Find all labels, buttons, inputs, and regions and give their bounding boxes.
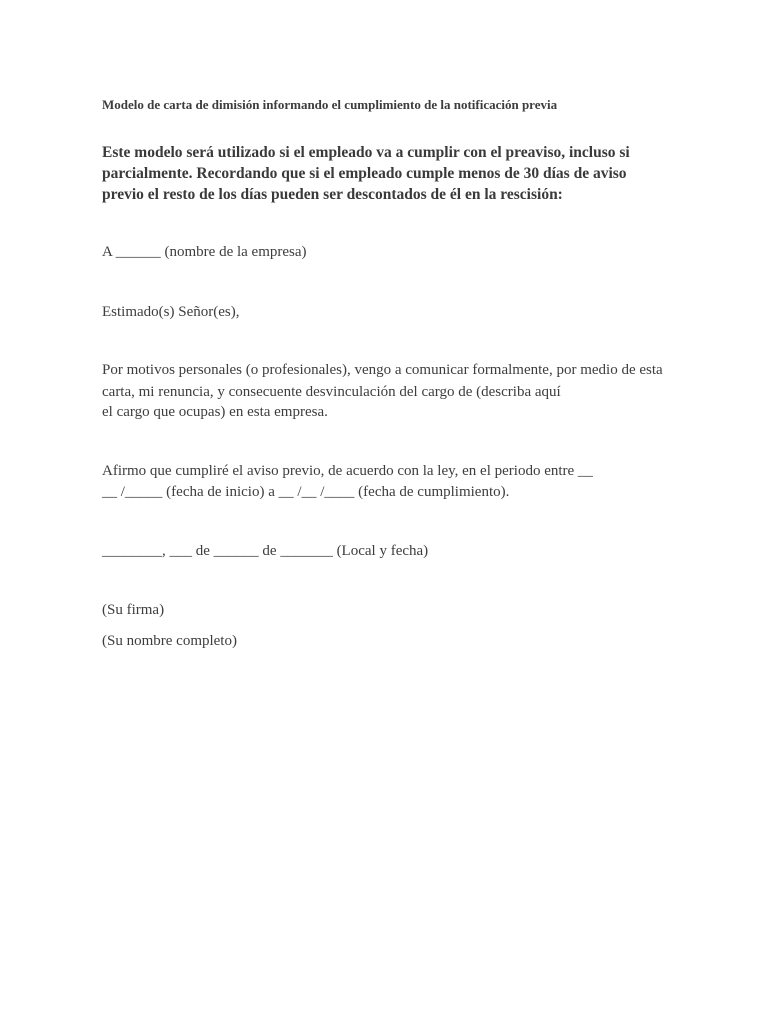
signature-line: (Su firma) — [102, 602, 165, 618]
document-heading: Modelo de carta de dimisión informando el cumplimiento de la notificación previa — [102, 97, 558, 112]
paragraph2-line-2: __ /_____ (fecha de inicio) a __ /__ /____ (fecha de cumplimiento). — [102, 484, 510, 500]
paragraph1-line-3: el cargo que ocupas) en esta empresa. — [102, 404, 328, 420]
intro-line-1: Este modelo será utilizado si el empleado va a cumplir con el preaviso, incluso si — [102, 144, 630, 161]
intro-line-2: parcialmente. Recordando que si el empleado cumple menos de 30 días de aviso — [102, 165, 627, 182]
paragraph1-line-2: carta, mi renuncia, y consecuente desvinculación del cargo de (describa aquí — [102, 384, 561, 400]
place-date-line: ________, ___ de ______ de _______ (Local y fecha) — [102, 543, 429, 559]
intro-line-3: previo el resto de los días pueden ser descontados de él en la rescisión: — [102, 186, 563, 203]
paragraph2-line-1: Afirmo que cumpliré el aviso previo, de acuerdo con la ley, en el periodo entre __ — [102, 463, 593, 479]
addressee-line: A ______ (nombre de la empresa) — [102, 244, 307, 260]
full-name-line: (Su nombre completo) — [102, 633, 237, 649]
salutation: Estimado(s) Señor(es), — [102, 304, 240, 320]
paragraph1-line-1: Por motivos personales (o profesionales), vengo a comunicar formalmente, por medio de esta — [102, 362, 663, 378]
